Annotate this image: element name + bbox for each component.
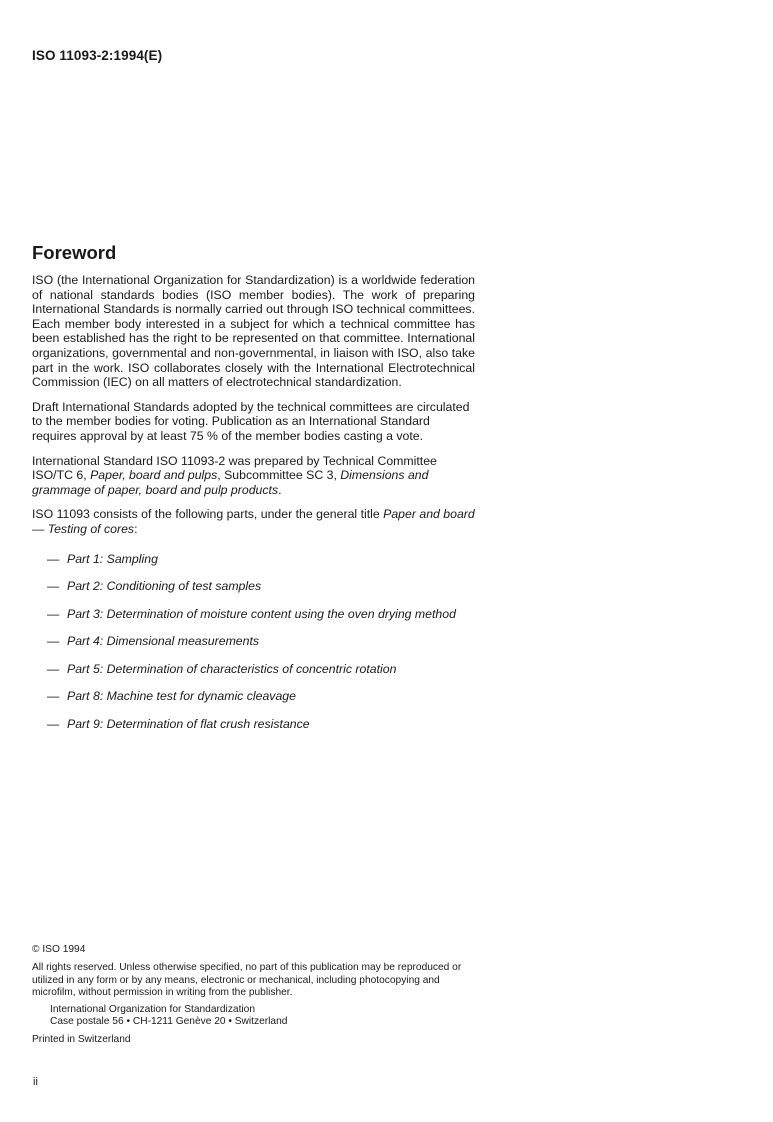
- foreword-heading: Foreword: [32, 242, 117, 263]
- page-number: ii: [33, 1076, 38, 1088]
- preparation-text-b: , Subcommittee SC 3,: [217, 468, 341, 483]
- part-title: Part 3: Determination of moisture content using the oven drying method: [67, 606, 456, 621]
- part-title: Part 4: Dimensional measurements: [67, 634, 260, 649]
- list-item: [32, 688, 475, 704]
- parts-intro-text-a: ISO 11093 consists of the following parts, under the general title: [32, 507, 384, 522]
- dash-bullet: —: [47, 606, 60, 621]
- dash-bullet: —: [47, 689, 60, 704]
- part-title: Part 2: Conditioning of test samples: [67, 579, 262, 594]
- preparation-text-a: International Standard ISO 11093-2 was prepared by Technical Committee ISO/TC 6,: [32, 453, 437, 483]
- part-title: Part 5: Determination of characteristics of concentric rotation: [67, 661, 397, 676]
- parts-list: [32, 551, 475, 733]
- foreword-paragraph-preparation: [32, 454, 475, 498]
- list-item: [32, 661, 475, 677]
- dash-bullet: —: [47, 634, 60, 649]
- subcommittee-title: Dimensions and grammage of paper, board and pulp products: [32, 468, 429, 497]
- copyright-block: [32, 944, 477, 1047]
- foreword-paragraph-parts-intro: [32, 507, 475, 536]
- part-title: Part 9: Determination of flat crush resistance: [67, 717, 310, 732]
- part-title: Part 1: Sampling: [67, 551, 158, 566]
- committee-title: Paper, board and pulps: [90, 468, 218, 483]
- parts-intro-text-b: :: [134, 521, 138, 536]
- list-item: [32, 578, 475, 594]
- dash-bullet: —: [47, 579, 60, 594]
- copyright-line: © ISO 1994: [32, 944, 86, 955]
- dash-bullet: —: [47, 551, 60, 566]
- rights-notice: All rights reserved. Unless otherwise specified, no part of this publication may be reproduced or utilized in any form or by any means, electronic or mechanical, including photocopying and microfilm, without permission in writing from the publisher.: [32, 962, 462, 999]
- publisher-name: International Organization for Standardization: [50, 1003, 256, 1015]
- printed-notice: Printed in Switzerland: [32, 1034, 131, 1046]
- publisher-address: [32, 1004, 477, 1029]
- preparation-text-c: .: [278, 482, 282, 497]
- dash-bullet: —: [47, 661, 60, 676]
- foreword-section: [32, 242, 475, 744]
- general-title: Paper and board — Testing of cores: [32, 507, 475, 536]
- list-item: [32, 551, 475, 567]
- document-standard-id: ISO 11093-2:1994(E): [32, 48, 163, 63]
- publisher-postal-address: Case postale 56 • CH-1211 Genève 20 • Switzerland: [50, 1016, 288, 1028]
- list-item: [32, 633, 475, 649]
- list-item: [32, 606, 475, 622]
- foreword-paragraph-organization: ISO (the International Organization for Standardization) is a worldwide federation of national standards bodies (ISO member bodies). The work of preparing International Standards is normally carried out through ISO technical committees. Each member body interested in a subject for which a technical committee has been established has the right to be represented on that committee. International organizations, governmental and non-governmental, in liaison with ISO, also take part in the work. ISO collaborates closely with the International Electrotechnical Commission (IEC) on all matters of electrotechnical standardization.: [32, 273, 475, 390]
- list-item: [32, 716, 475, 732]
- foreword-paragraph-voting: Draft International Standards adopted by the technical committees are circulated to the member bodies for voting. Publication as an International Standard requires approval by at least 75 % of the member bodies casting a vote.: [32, 399, 470, 443]
- dash-bullet: —: [47, 717, 60, 732]
- part-title: Part 8: Machine test for dynamic cleavage: [67, 689, 296, 704]
